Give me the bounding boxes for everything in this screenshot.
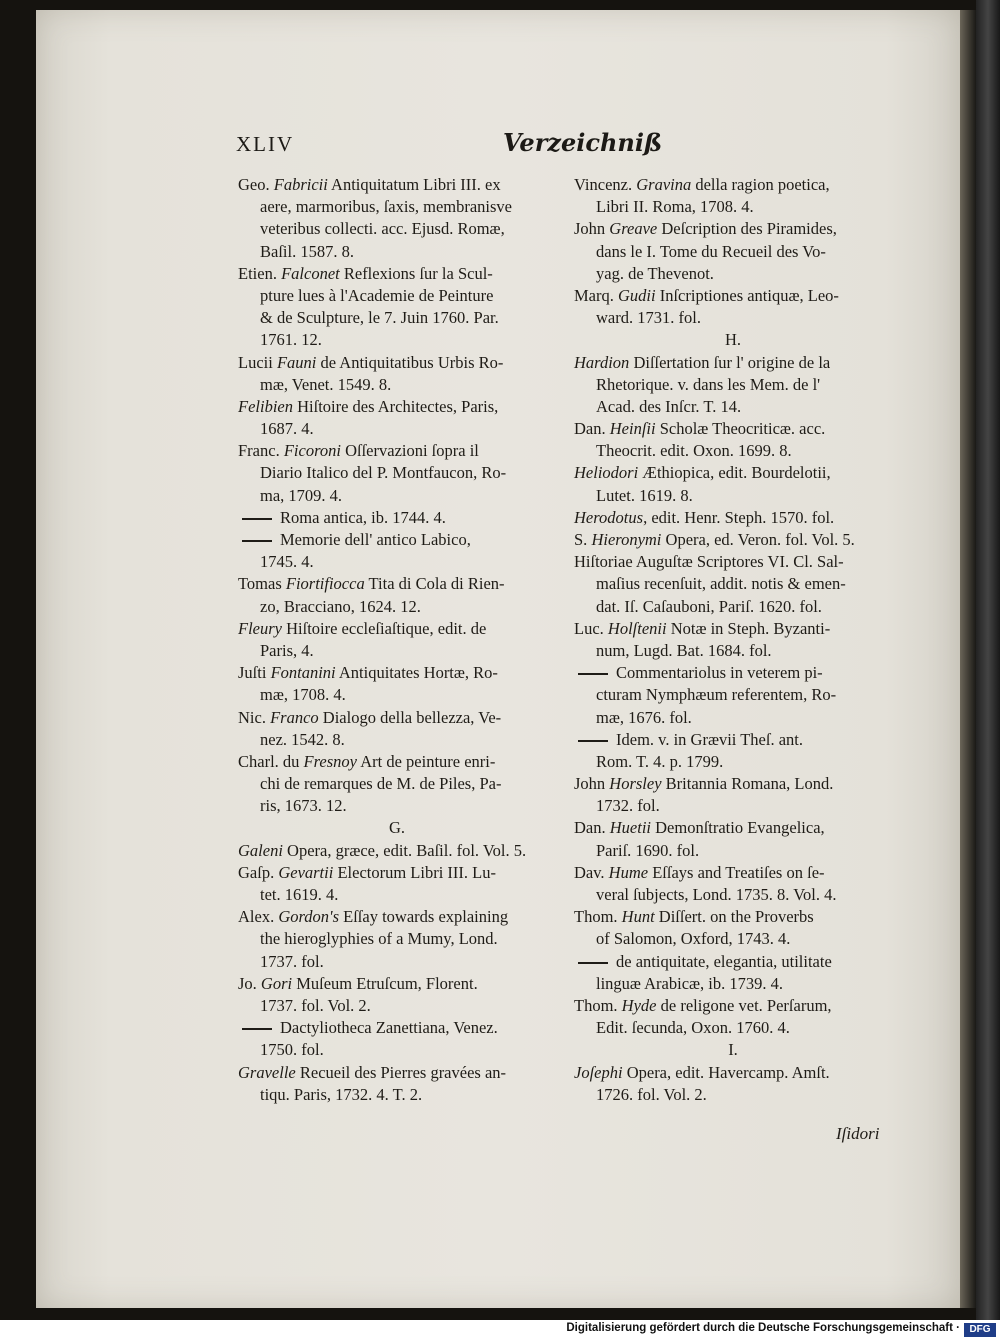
entry-text: Tomas	[238, 574, 286, 594]
entry-text: Pariſ. 1690. fol.	[596, 840, 700, 860]
entry-continuation	[238, 596, 556, 618]
entry-text: de Antiquitatibus Urbis Ro-	[316, 352, 504, 372]
entry-text: Dan.	[574, 419, 610, 439]
entry-text: veral ſubjects, Lond. 1735. 8. Vol. 4.	[596, 885, 837, 904]
entry-text: 1737. fol. Vol. 2.	[260, 995, 371, 1015]
entry-text: Vincenz.	[574, 175, 637, 194]
bibliography-entry	[238, 618, 556, 640]
author-name: Fabricii	[273, 175, 328, 194]
entry-text: Franc.	[238, 441, 284, 461]
entry-text: ma, 1709. 4.	[260, 485, 343, 505]
entry-text: tet. 1619. 4.	[260, 885, 339, 904]
entry-text: H.	[724, 330, 742, 350]
entry-text: Inſcriptiones antiquæ, Leo-	[655, 285, 839, 305]
author-name: Fresnoy	[303, 751, 358, 771]
right-column	[574, 174, 892, 1106]
entry-text: chi de remarques de M. de Piles, Pa-	[260, 774, 502, 794]
entry-text: dat. Iſ. Caſauboni, Pariſ. 1620. fol.	[596, 596, 822, 616]
entry-text: Juſti	[238, 663, 271, 683]
entry-text: ris, 1673. 12.	[260, 796, 347, 816]
bibliography-entry	[238, 906, 556, 928]
entry-text: 1726. fol. Vol. 2.	[596, 1084, 707, 1104]
entry-continuation	[238, 640, 556, 662]
entry-text: Opera, græce, edit. Baſil. fol. Vol. 5.	[282, 840, 527, 860]
entry-ditto	[574, 951, 892, 973]
entry-text: Rhetorique. v. dans les Mem. de l'	[596, 374, 821, 394]
running-title: Verzeichniß	[503, 128, 663, 157]
entry-continuation	[238, 241, 556, 263]
entry-text: 1737. fol.	[260, 951, 324, 971]
ditto-dash	[242, 540, 272, 542]
entry-continuation	[574, 795, 892, 817]
entry-continuation	[238, 374, 556, 396]
entry-continuation	[574, 1084, 892, 1106]
author-name: Franco	[270, 707, 319, 727]
entry-ditto	[574, 662, 892, 684]
entry-text: Luc.	[574, 618, 608, 638]
entry-text: Hiſtoire des Architectes, Paris,	[292, 396, 499, 416]
entry-text: Scholæ Theocriticæ. acc.	[655, 419, 826, 439]
entry-text: cturam Nymphæum referentem, Ro-	[596, 685, 837, 705]
entry-text: Dactyliotheca Zanettiana, Venez.	[280, 1018, 498, 1038]
entry-text: ward. 1731. fol.	[596, 308, 701, 328]
catchword: Iſidori	[836, 1124, 880, 1143]
entry-text: Art de peinture enri-	[357, 751, 496, 771]
entry-continuation	[574, 374, 892, 396]
entry-ditto	[574, 729, 892, 751]
entry-ditto	[238, 1017, 556, 1039]
bibliography-entry	[238, 174, 556, 196]
entry-text: pture lues à l'Academie de Peinture	[260, 285, 494, 305]
bibliography-entry	[574, 285, 892, 307]
author-name: Greave	[609, 219, 658, 239]
entry-text: Opera, ed. Veron. fol. Vol. 5.	[661, 530, 855, 549]
entry-text: Reflexions ſur la Scul-	[339, 263, 493, 283]
bibliography-entry	[574, 1062, 892, 1084]
entry-continuation	[238, 928, 556, 950]
entry-continuation	[574, 973, 892, 995]
bibliography-entry	[574, 529, 892, 551]
entry-text: Marq.	[574, 285, 618, 305]
bibliography-entry	[238, 862, 556, 884]
entry-text: Nic.	[238, 707, 271, 727]
entry-text: Demonſtratio Evangelica,	[651, 818, 825, 838]
entry-text: 1687. 4.	[260, 419, 314, 439]
entry-text: Dav.	[574, 862, 609, 882]
entry-text: Etien.	[238, 263, 282, 283]
author-name: Fiortifiocca	[285, 574, 365, 594]
bibliography-entry	[574, 551, 892, 573]
entry-text: Paris, 4.	[260, 640, 314, 660]
entry-continuation	[238, 884, 556, 906]
author-name: Fauni	[276, 352, 317, 372]
bibliography-entry	[238, 707, 556, 729]
bibliography-entry	[238, 573, 556, 595]
entry-text: Eſſays and Treatiſes on ſe-	[648, 862, 825, 882]
entry-text: veteribus collecti. acc. Ejusd. Romæ,	[260, 219, 505, 239]
entry-text: Tita di Cola di Rien-	[364, 574, 505, 594]
bibliography-entry	[238, 840, 556, 862]
entry-continuation	[574, 928, 892, 950]
entry-ditto	[238, 507, 556, 529]
entry-continuation	[574, 596, 892, 618]
entry-text: mæ, 1708. 4.	[260, 685, 346, 705]
bibliography-entry	[238, 396, 556, 418]
bibliography-entry	[574, 174, 892, 196]
author-name: Heliodori	[574, 463, 639, 483]
entry-text: Antiquitates Hortæ, Ro-	[335, 663, 498, 683]
author-name: Hardion	[574, 352, 630, 372]
bibliography-entry	[238, 973, 556, 995]
entry-text: G.	[388, 818, 406, 838]
entry-continuation	[238, 795, 556, 817]
bibliography-entry	[574, 995, 892, 1017]
entry-text: dans le I. Tome du Recueil des Vo-	[596, 241, 826, 261]
entry-text: John	[574, 219, 610, 239]
entry-text: Dialogo della bellezza, Ve-	[318, 707, 502, 727]
entry-text: mæ, Venet. 1549. 8.	[260, 374, 392, 394]
entry-continuation	[238, 951, 556, 973]
entry-text: Hiſtoriae Auguſtæ Scriptores VI. Cl. Sal-	[574, 552, 844, 572]
entry-continuation	[574, 307, 892, 329]
entry-text: Acad. des Inſcr. T. 14.	[596, 396, 742, 416]
entry-text: Notæ in Steph. Byzanti-	[666, 618, 831, 638]
bibliography-entry	[238, 440, 556, 462]
left-column	[238, 174, 556, 1106]
page-number: XLIV	[236, 132, 295, 156]
entry-text: de religone vet. Perſarum,	[656, 995, 832, 1015]
entry-text: Diſſert. on the Proverbs	[654, 907, 814, 927]
entry-text: Recueil des Pierres gravées an-	[295, 1062, 507, 1082]
entry-text: Baſil. 1587. 8.	[260, 241, 354, 261]
entry-continuation	[574, 751, 892, 773]
entry-text: Edit. ſecunda, Oxon. 1760. 4.	[596, 1018, 790, 1038]
entry-text: S.	[574, 530, 592, 549]
entry-continuation	[238, 418, 556, 440]
page-edge	[960, 10, 976, 1308]
entry-continuation	[238, 684, 556, 706]
author-name: Holſtenii	[607, 618, 667, 638]
author-name: Ficoroni	[283, 441, 341, 461]
entry-continuation	[574, 396, 892, 418]
entry-continuation	[238, 729, 556, 751]
entry-text: della ragion poetica,	[691, 175, 830, 194]
entry-text: Commentariolus in veterem pi-	[616, 663, 823, 683]
ditto-dash	[578, 962, 608, 964]
entry-text: Rom. T. 4. p. 1799.	[596, 751, 724, 771]
author-name: Gevartii	[278, 862, 334, 882]
section-letter	[574, 329, 892, 351]
ditto-dash	[242, 1028, 272, 1030]
entry-text: Deſcription des Piramides,	[657, 219, 837, 239]
entry-continuation	[574, 196, 892, 218]
entry-continuation	[574, 485, 892, 507]
entry-continuation	[574, 1017, 892, 1039]
entry-text: Antiquitatum Libri III. ex	[327, 175, 501, 194]
entry-text: , edit. Henr. Steph. 1570. fol.	[643, 507, 835, 527]
entry-text: Hiſtoire eccleſiaſtique, edit. de	[281, 618, 487, 638]
author-name: Hieronymi	[591, 530, 662, 549]
author-name: Gravelle	[238, 1062, 296, 1082]
entry-text: the hieroglyphies of a Mumy, Lond.	[260, 929, 498, 949]
binding-gutter	[976, 0, 1000, 1320]
dfg-logo: DFG	[964, 1323, 996, 1337]
page-header	[236, 128, 890, 164]
entry-text: Lucii	[238, 352, 277, 372]
entry-continuation	[238, 462, 556, 484]
footer-credit: Digitalisierung gefördert durch die Deutsche Forschungsgemeinschaft ·	[566, 1322, 960, 1334]
bibliography-entry	[574, 218, 892, 240]
section-letter	[238, 817, 556, 839]
bibliography-entry	[574, 618, 892, 640]
entry-text: Alex.	[238, 907, 279, 927]
entry-text: zo, Bracciano, 1624. 12.	[260, 596, 421, 616]
entry-text: num, Lugd. Bat. 1684. fol.	[596, 640, 772, 660]
entry-text: 1761. 12.	[260, 330, 322, 350]
author-name: Huetii	[609, 818, 651, 838]
entry-text: John	[574, 774, 610, 794]
entry-continuation	[574, 573, 892, 595]
entry-continuation	[574, 884, 892, 906]
entry-text: Diſſertation ſur l' origine de la	[629, 352, 831, 372]
entry-continuation	[238, 551, 556, 573]
entry-continuation	[238, 995, 556, 1017]
entry-text: Jo.	[238, 973, 261, 993]
entry-continuation	[574, 640, 892, 662]
entry-text: Opera, edit. Havercamp. Amſt.	[622, 1062, 830, 1082]
author-name: Hume	[608, 862, 649, 882]
author-name: Fontanini	[270, 663, 336, 683]
entry-text: Æthiopica, edit. Bourdelotii,	[638, 463, 831, 483]
author-name: Hunt	[621, 907, 655, 927]
entry-text: Memorie dell' antico Labico,	[280, 530, 471, 549]
footer-bar	[0, 1320, 1000, 1341]
author-name: Felibien	[238, 396, 293, 416]
entry-text: Roma antica, ib. 1744. 4.	[280, 507, 446, 527]
entry-continuation	[238, 307, 556, 329]
ditto-dash	[578, 740, 608, 742]
bibliography-entry	[574, 462, 892, 484]
bibliography-entry	[574, 352, 892, 374]
entry-continuation	[574, 684, 892, 706]
entry-text: Diario Italico del P. Montfaucon, Ro-	[260, 463, 507, 483]
entry-continuation	[574, 263, 892, 285]
author-name: Hyde	[621, 995, 657, 1015]
bibliography-entry	[238, 1062, 556, 1084]
entry-continuation	[238, 285, 556, 307]
entry-text: Idem. v. in Grævii Theſ. ant.	[616, 729, 803, 749]
entry-text: Thom.	[574, 995, 622, 1015]
bibliography-entry	[574, 418, 892, 440]
bibliography-entry	[238, 352, 556, 374]
entry-continuation	[238, 773, 556, 795]
entry-continuation	[238, 485, 556, 507]
entry-continuation	[574, 241, 892, 263]
author-name: Heinſii	[609, 419, 656, 439]
entry-text: Theocrit. edit. Oxon. 1699. 8.	[596, 441, 792, 461]
entry-continuation	[574, 840, 892, 862]
entry-continuation	[238, 1039, 556, 1061]
author-name: Horsley	[609, 774, 662, 794]
entry-text: Libri II. Roma, 1708. 4.	[596, 197, 754, 217]
entry-continuation	[238, 1084, 556, 1106]
entry-continuation	[574, 707, 892, 729]
entry-text: Lutet. 1619. 8.	[596, 485, 693, 505]
entry-text: aere, marmoribus, ſaxis, membranisve	[260, 197, 513, 217]
entry-text: tiqu. Paris, 1732. 4. T. 2.	[260, 1084, 423, 1104]
entry-text: Geo.	[238, 175, 274, 194]
author-name: Galeni	[238, 840, 283, 860]
bibliography-entry	[574, 773, 892, 795]
author-name: Gordon's	[278, 907, 340, 927]
entry-text: 1745. 4.	[260, 552, 314, 572]
entry-text: Gaſp.	[238, 862, 279, 882]
entry-text: I.	[728, 1040, 738, 1060]
entry-text: Thom.	[574, 907, 622, 927]
bibliography-entry	[238, 662, 556, 684]
bibliography-entry	[574, 862, 892, 884]
entry-ditto	[238, 529, 556, 551]
author-name: Gori	[260, 973, 293, 993]
entry-text: Charl. du	[238, 751, 304, 771]
entry-text: Dan.	[574, 818, 610, 838]
author-name: Falconet	[281, 263, 340, 283]
entry-text: linguæ Arabicæ, ib. 1739. 4.	[596, 973, 783, 993]
entry-text: maſius recenſuit, addit. notis & emen-	[596, 574, 846, 594]
bibliography-entry	[574, 817, 892, 839]
entry-text: Electorum Libri III. Lu-	[333, 862, 496, 882]
entry-continuation	[574, 440, 892, 462]
entry-text: de antiquitate, elegantia, utilitate	[616, 951, 832, 971]
entry-text: Britannia Romana, Lond.	[661, 774, 834, 794]
author-name: Gudii	[618, 285, 656, 305]
entry-text: Muſeum Etruſcum, Florent.	[292, 973, 478, 993]
author-name: Gravina	[636, 175, 692, 194]
entry-text: & de Sculpture, le 7. Juin 1760. Par.	[260, 308, 499, 328]
entry-text: Oſſervazioni ſopra il	[340, 441, 479, 461]
ditto-dash	[242, 518, 272, 520]
section-letter	[574, 1039, 892, 1061]
author-name: Joſephi	[574, 1062, 623, 1082]
entry-continuation	[238, 196, 556, 218]
bibliography-entry	[574, 906, 892, 928]
entry-text: 1750. fol.	[260, 1040, 324, 1060]
author-name: Fleury	[238, 618, 282, 638]
bibliography-entry	[238, 751, 556, 773]
entry-text: of Salomon, Oxford, 1743. 4.	[596, 929, 791, 949]
entry-continuation	[238, 218, 556, 240]
entry-continuation	[238, 329, 556, 351]
entry-text: yag. de Thevenot.	[596, 263, 714, 283]
entry-text: Eſſay towards explaining	[339, 907, 509, 927]
ditto-dash	[578, 673, 608, 675]
entry-text: nez. 1542. 8.	[260, 729, 345, 749]
entry-text: 1732. fol.	[596, 796, 660, 816]
author-name: Herodotus	[574, 507, 644, 527]
bibliography-entry	[574, 507, 892, 529]
bibliography-entry	[238, 263, 556, 285]
entry-text: mæ, 1676. fol.	[596, 707, 692, 727]
